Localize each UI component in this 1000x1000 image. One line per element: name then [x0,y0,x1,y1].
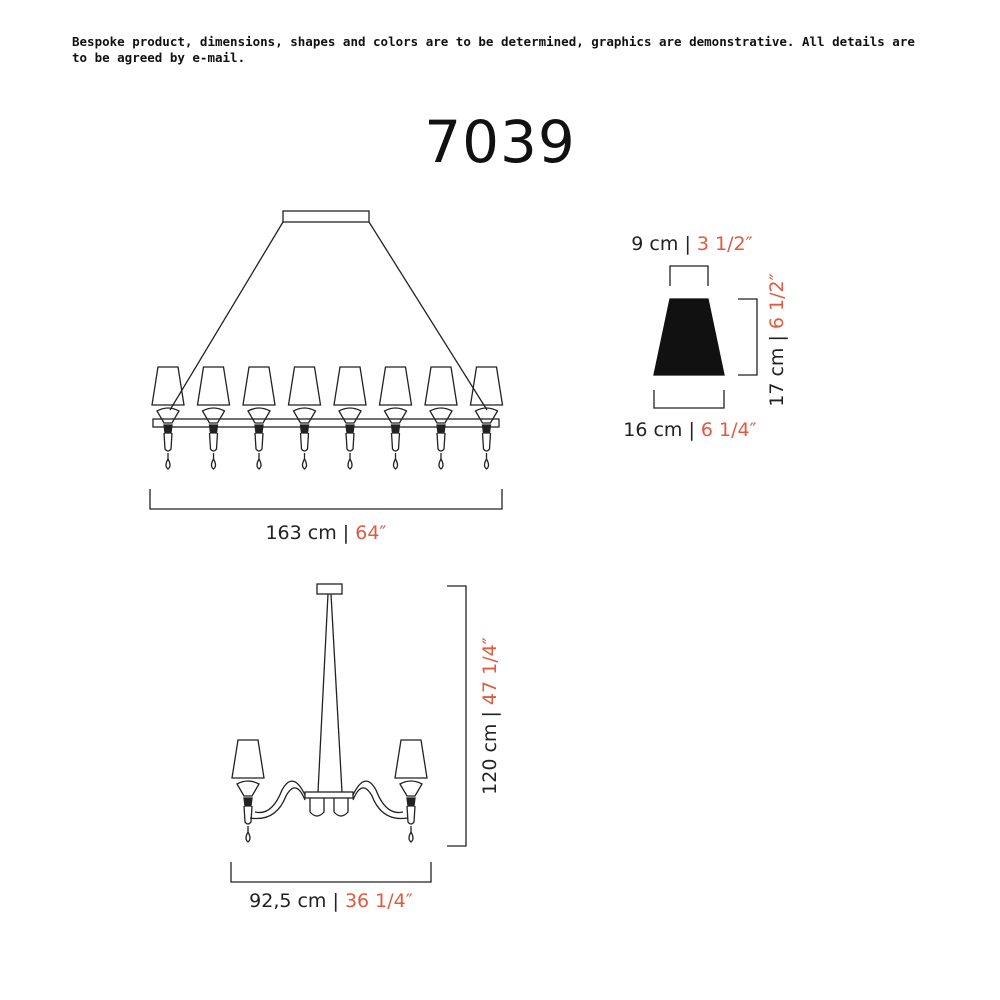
front-suspension-cable-right [369,222,487,410]
side-arm-right-lower [353,788,408,819]
light-2-shade [198,367,230,405]
light-5-stem [346,433,354,451]
light-side-left-shade [232,740,264,778]
light-7-shade [425,367,457,405]
light-2-candle-cup [210,425,218,433]
shade-height-label: 17 cm | 6 1/2″ [766,273,788,407]
light-side-right-crystal-drop [409,832,413,842]
side-hub-cup-left [310,798,324,816]
light-3-crystal-drop [257,459,261,469]
side-height-label: 120 cm | 47 1/4″ [479,637,501,795]
side-view [232,584,427,842]
light-3-candle-cup [255,425,263,433]
front-view [152,211,503,469]
side-light-right [395,740,427,842]
light-8-candle-cup [483,425,491,433]
light-side-left-stem [244,806,252,824]
front-light-arm [334,367,366,469]
light-3-shade [243,367,275,405]
side-height-dimension-bracket [447,586,466,846]
light-7-crystal-drop [439,459,443,469]
light-side-left-bobeche [237,781,259,796]
light-5-crystal-drop [348,459,352,469]
light-side-left-crystal-drop [246,832,250,842]
light-7-candle-cup [437,425,445,433]
light-6-shade [380,367,412,405]
light-4-candle-cup [301,425,309,433]
shade-detail [654,266,757,408]
light-side-right-candle-cup [407,798,415,806]
light-5-bobeche [339,408,361,423]
side-hub [305,792,353,798]
side-suspension-right [331,594,342,792]
light-1-bobeche [157,408,179,423]
side-width-label: 92,5 cm | 36 1/4″ [249,890,413,912]
light-3-bobeche [248,408,270,423]
front-suspension-cable-left [170,222,283,410]
side-light-left [232,740,264,842]
light-2-stem [210,433,218,451]
side-arm-left-lower [250,788,305,819]
front-light-arm [152,367,184,469]
front-ceiling-canopy [283,211,369,222]
front-light-arm [425,367,457,469]
light-4-shade [289,367,321,405]
light-side-right-shade [395,740,427,778]
light-7-stem [437,433,445,451]
light-8-shade [471,367,503,405]
shade-height-dimension-bracket [738,299,757,375]
light-2-crystal-drop [212,459,216,469]
light-1-stem [164,433,172,451]
shade-top-label: 9 cm | 3 1/2″ [631,233,753,255]
front-light-arm [243,367,275,469]
light-6-stem [392,433,400,451]
side-hub-cup-right [334,798,348,816]
shade-detail-silhouette [654,299,724,375]
disclaimer-text: Bespoke product, dimensions, shapes and colors are to be determined, graphics are demonstrative. All details are to be agreed by e-mail. [72,34,915,65]
light-side-right-stem [407,806,415,824]
light-5-candle-cup [346,425,354,433]
light-1-shade [152,367,184,405]
light-4-crystal-drop [303,459,307,469]
front-width-label: 163 cm | 64″ [265,522,387,544]
light-4-stem [301,433,309,451]
front-light-arm [471,367,503,469]
light-8-crystal-drop [485,459,489,469]
light-side-left-candle-cup [244,798,252,806]
shade-top-dimension-bracket [670,266,708,286]
light-1-candle-cup [164,425,172,433]
front-arms [152,367,503,469]
shade-bottom-dimension-bracket [654,390,724,408]
light-1-crystal-drop [166,459,170,469]
model-code: 7039 [424,108,576,176]
shade-bottom-label: 16 cm | 6 1/4″ [623,419,757,441]
light-3-stem [255,433,263,451]
light-6-candle-cup [392,425,400,433]
side-ceiling-canopy [317,584,342,594]
front-width-dimension-bracket [150,489,502,509]
side-suspension-left [318,594,328,792]
front-light-arm [380,367,412,469]
front-light-arm [198,367,230,469]
side-width-dimension-bracket [231,862,431,882]
light-8-stem [483,433,491,451]
light-6-bobeche [385,408,407,423]
light-4-bobeche [294,408,316,423]
light-side-right-bobeche [400,781,422,796]
light-6-crystal-drop [394,459,398,469]
light-7-bobeche [430,408,452,423]
light-2-bobeche [203,408,225,423]
front-light-arm [289,367,321,469]
light-5-shade [334,367,366,405]
